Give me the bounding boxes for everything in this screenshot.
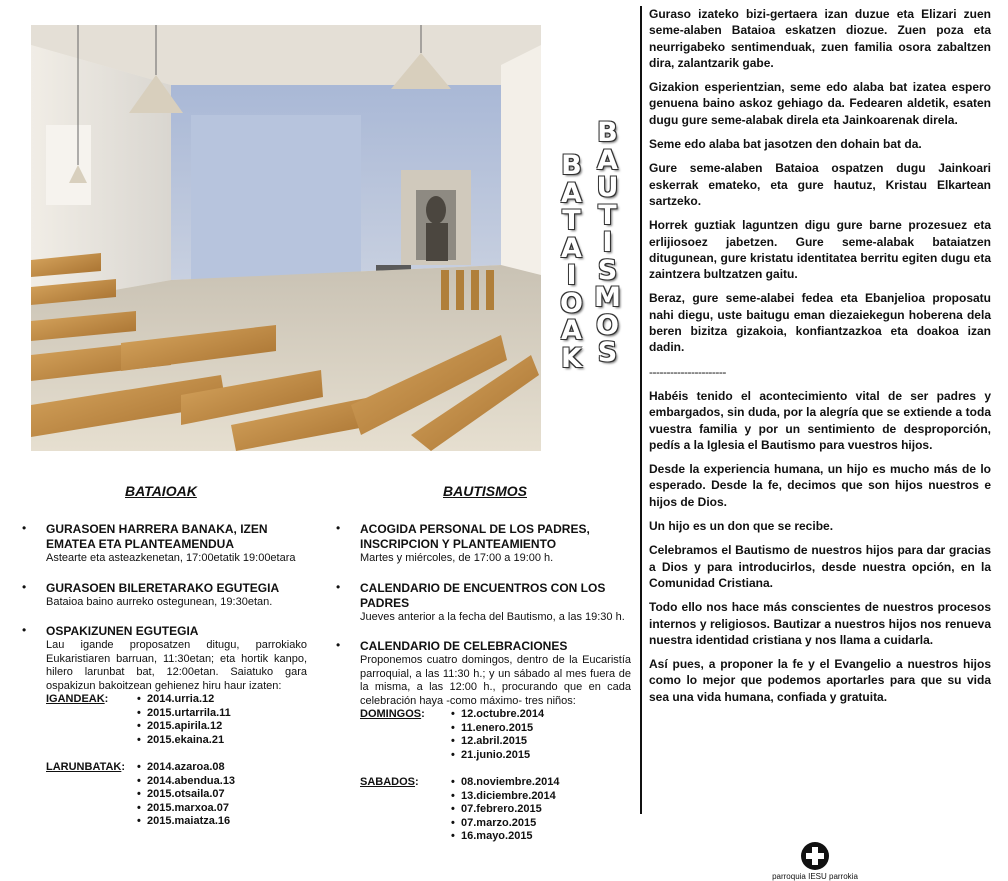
- date-item: • 2015.urtarrila.11: [137, 707, 231, 721]
- church-interior-photo: [31, 25, 541, 451]
- date-item: • 07.marzo.2015: [451, 817, 559, 831]
- paragraph: Seme edo alaba bat jasotzen den dohain bat da.: [649, 137, 922, 152]
- bullet-icon: •: [22, 579, 27, 594]
- vertical-letter: A: [561, 232, 582, 264]
- bautismos-column: [336, 522, 631, 859]
- logo-text: parroquia IESU parrokia: [772, 872, 858, 881]
- date-item: • 2015.apirila.12: [137, 720, 231, 734]
- item-heading: CALENDARIO DE ENCUENTROS CON LOS PADRES: [360, 580, 606, 610]
- vertical-letter: I: [602, 227, 613, 258]
- item-heading: ACOGIDA PERSONAL DE LOS PADRES, INSCRIPCION Y PLANTEAMIENTO: [360, 522, 590, 551]
- vertical-letter: M: [594, 282, 621, 313]
- vertical-letter: A: [596, 144, 618, 176]
- vertical-letter: K: [561, 342, 582, 374]
- date-group-sabados: [360, 776, 631, 844]
- bullet-icon: •: [22, 623, 27, 637]
- paragraph: Desde la experiencia humana, un hijo es mucho más de lo esperado. Desde la fe, decimos que son hijos nuestros e hijos de Dios.: [649, 462, 991, 509]
- item-description: Bataioa baino aurreko ostegunean, 19:30etan.: [46, 595, 273, 608]
- date-item: • 21.junio.2015: [451, 749, 544, 763]
- vertical-letter: B: [597, 117, 618, 148]
- paragraph: Un hijo es un don que se recibe.: [649, 519, 834, 534]
- vertical-title-bataioak: [560, 152, 583, 372]
- date-item: • 2014.abendua.13: [137, 775, 235, 789]
- vertical-letter: S: [597, 337, 618, 368]
- date-group-larunbatak: [46, 761, 307, 829]
- list-item: [336, 639, 631, 844]
- date-group-label: SABADOS:: [360, 776, 419, 788]
- date-group-igandeak: [46, 693, 307, 747]
- bataioak-column: [22, 522, 307, 844]
- list-item: [22, 581, 307, 610]
- item-description: Martes y miércoles, de 17:00 a 19:00 h.: [360, 552, 554, 564]
- paragraph: Habéis tenido el acontecimiento vital de ser padres y embargados, sin duda, por la alegría que se extiende a toda vuestra familia y por un sentimiento de desproporción, pedís a la Iglesia el Bautismo para vuestros hijos.: [649, 388, 991, 452]
- item-description: Astearte eta asteazkenetan, 17:00etatik 19:00etara: [46, 552, 296, 564]
- bullet-icon: •: [22, 521, 27, 535]
- vertical-letter: O: [595, 309, 619, 341]
- paragraph: Así pues, a proponer la fe y el Evangelio a nuestros hijos como lo mejor que podemos aportarles para que su vida sea una vida humana, confiada y gratuita.: [649, 657, 991, 704]
- date-item: • 2014.urria.12: [137, 693, 231, 707]
- bullet-icon: •: [336, 638, 341, 652]
- list-item: [336, 581, 631, 625]
- paragraph: Guraso izateko bizi-gertaera izan duzue eta Elizari zuen seme-alaben Bataioa eskatzen diozue. Zuen poza eta neurrigabeko sentimenduak, zuen familia osora zabaltzen dira, zalantzarik gabe.: [649, 7, 991, 70]
- date-item: • 11.enero.2015: [451, 722, 544, 736]
- separator: ----------------------: [649, 364, 726, 379]
- cross-circle-icon: [801, 842, 829, 870]
- item-description: Proponemos cuatro domingos, dentro de la Eucaristía parroquial, a las 11:30 h.; y un sábado al mes fuera de la misma, a las 12:00 h., procurando que en cada celebración haya -como máximo- tres niños:: [360, 654, 631, 707]
- paragraph: Todo ello nos hace más conscientes de nuestros procesos internos y religiosos. Bautizar a nuestros hijos nos renueva nuestra identidad cristiana y nos llama a cuidarla.: [649, 600, 991, 647]
- date-item: • 12.abril.2015: [451, 735, 544, 749]
- item-heading: GURASOEN HARRERA BANAKA, IZEN EMATEA ETA PLANTEAMENDUA: [46, 522, 268, 551]
- date-item: • 2015.otsaila.07: [137, 788, 235, 802]
- list-item: [22, 522, 307, 566]
- list-item: [336, 522, 631, 566]
- date-item: • 12.octubre.2014: [451, 708, 544, 722]
- date-item: • 2014.azaroa.08: [137, 761, 235, 775]
- date-item: • 13.diciembre.2014: [451, 790, 559, 804]
- item-heading: GURASOEN BILERETARAKO EGUTEGIA: [46, 580, 280, 595]
- item-description: Jueves anterior a la fecha del Bautismo, a las 19:30 h.: [360, 610, 625, 623]
- vertical-letter: B: [561, 150, 582, 181]
- section-title-bautismos: BAUTISMOS: [443, 483, 527, 499]
- parish-logo: [760, 842, 870, 881]
- date-item: • 2015.marxoa.07: [137, 802, 235, 816]
- vertical-letter: A: [561, 315, 582, 346]
- date-item: • 2015.maiatza.16: [137, 815, 235, 829]
- item-heading: OSPAKIZUNEN EGUTEGIA: [46, 624, 199, 638]
- paragraph: Celebramos el Bautismo de nuestros hijos para dar gracias a Dios y para introducirlos, desde nuestra opción, en la Comunidad Cristiana.: [649, 543, 991, 590]
- date-item: • 07.febrero.2015: [451, 803, 559, 817]
- paragraph: Horrek guztiak laguntzen digu gure barne prozesuez eta erlijiosoez jabetzen. Gure seme-alabak bataiatzen ditugunean, gure kristatu identitatea berritu egiten dugu eta zaintzera bultzatzen gaitu.: [649, 218, 991, 282]
- item-description: Lau igande proposatzen ditugu, parrokiako Eukaristiaren barruan, 11:30etan; eta hortik kanpo, hilero larunbat bat, 12:00etan. Saiatuko gara ospakizun bakoitzean gehienez hiru haur izaten:: [46, 639, 307, 692]
- vertical-letter: O: [560, 287, 583, 319]
- section-title-bataioak: BATAIOAK: [125, 483, 197, 499]
- item-heading: CALENDARIO DE CELEBRACIONES: [360, 639, 568, 653]
- paragraph: Beraz, gure seme-alabei fedea eta Ebanjelioa proposatu nahi diegu, uste baitugu eman diezaiekegun hoberena dela beren bizitza gizakoia, konfiantzazkoa eta doakoa izan dadin.: [649, 291, 991, 355]
- vertical-letter: T: [562, 205, 581, 236]
- vertical-letter: S: [597, 254, 618, 286]
- date-item: • 16.mayo.2015: [451, 830, 559, 844]
- vertical-letter: T: [598, 199, 617, 231]
- date-item: • 08.noviembre.2014: [451, 776, 559, 790]
- date-group-label: DOMINGOS:: [360, 708, 425, 720]
- paragraph: Gizakion esperientzian, seme edo alaba bat izatea espero genuena baino askoz gehiago da. Fedearen aldetik, esaten dugu gure seme-alabak direla eta Jainkoarenak direla.: [649, 80, 991, 127]
- column-divider: [640, 6, 642, 814]
- date-group-domingos: [360, 708, 631, 762]
- vertical-letter: A: [561, 177, 582, 209]
- list-item: [22, 624, 307, 829]
- bullet-icon: •: [336, 579, 341, 594]
- paragraph: Gure seme-alaben Bataioa ospatzen dugu Jainkoari eskerrak emateko, eta gure hautuz, Kristau Elkartean sartzeko.: [649, 161, 991, 208]
- date-item: • 2015.ekaina.21: [137, 734, 231, 748]
- vertical-title-bautismos: [594, 119, 621, 367]
- bullet-icon: •: [336, 521, 341, 535]
- date-group-label: IGANDEAK:: [46, 693, 109, 705]
- text-column: [649, 6, 991, 713]
- vertical-letter: U: [596, 172, 619, 203]
- date-group-label: LARUNBATAK:: [46, 761, 126, 773]
- vertical-letter: I: [566, 260, 577, 291]
